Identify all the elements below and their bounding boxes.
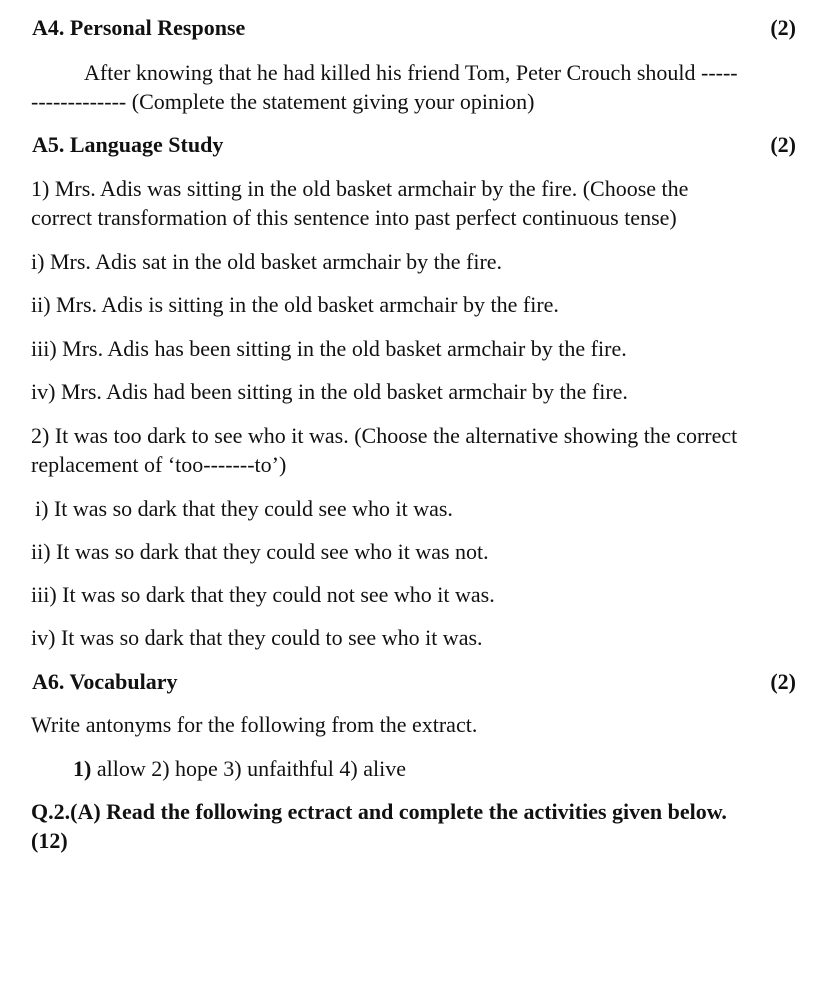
- section-a6-header: [32, 667, 796, 696]
- q2-marks: (12): [31, 828, 68, 853]
- a5-q1-option-iv: iv) Mrs. Adis had been sitting in the old basket armchair by the fire.: [31, 379, 628, 404]
- a5-q2-option-ii: ii) It was so dark that they could see who it was not.: [31, 539, 489, 564]
- a5-question-1-line-1: 1) Mrs. Adis was sitting in the old basket armchair by the fire. (Choose the: [31, 176, 689, 201]
- a5-question-2-line-1: 2) It was too dark to see who it was. (Choose the alternative showing the correct: [31, 423, 738, 448]
- a6-instruction: Write antonyms for the following from the extract.: [31, 712, 478, 737]
- a4-statement-line-2: ------------- (Complete the statement giving your opinion): [31, 89, 535, 114]
- a5-q2-option-i: i) It was so dark that they could see who it was.: [35, 496, 453, 521]
- a5-q2-option-iv: iv) It was so dark that they could to see who it was.: [31, 625, 483, 650]
- section-a5-title: A5. Language Study: [32, 132, 224, 157]
- section-a5-marks: (2): [770, 132, 796, 157]
- a5-q1-option-iii: iii) Mrs. Adis has been sitting in the old basket armchair by the fire.: [31, 336, 627, 361]
- a6-list-number: 1): [73, 756, 92, 781]
- section-a5-header: [32, 130, 796, 159]
- a5-question-1-line-2: correct transformation of this sentence into past perfect continuous tense): [31, 205, 677, 230]
- section-a4-title: A4. Personal Response: [32, 15, 246, 40]
- a5-question-2-line-2: replacement of ‘too-------to’): [31, 452, 287, 477]
- a6-words: allow 2) hope 3) unfaithful 4) alive: [96, 756, 406, 781]
- a5-q1-option-ii: ii) Mrs. Adis is sitting in the old basket armchair by the fire.: [31, 292, 559, 317]
- section-a6-title: A6. Vocabulary: [32, 669, 178, 694]
- a4-statement-line-1: After knowing that he had killed his friend Tom, Peter Crouch should -----: [84, 60, 738, 85]
- a5-q2-option-iii: iii) It was so dark that they could not see who it was.: [31, 582, 495, 607]
- q2-instruction: Q.2.(A) Read the following ectract and complete the activities given below.: [31, 799, 727, 824]
- section-a6-marks: (2): [770, 669, 796, 694]
- a5-q1-option-i: i) Mrs. Adis sat in the old basket armchair by the fire.: [31, 249, 503, 274]
- a6-word-list: [73, 754, 406, 783]
- section-a4-marks: (2): [770, 15, 796, 40]
- section-a4-header: [32, 13, 796, 42]
